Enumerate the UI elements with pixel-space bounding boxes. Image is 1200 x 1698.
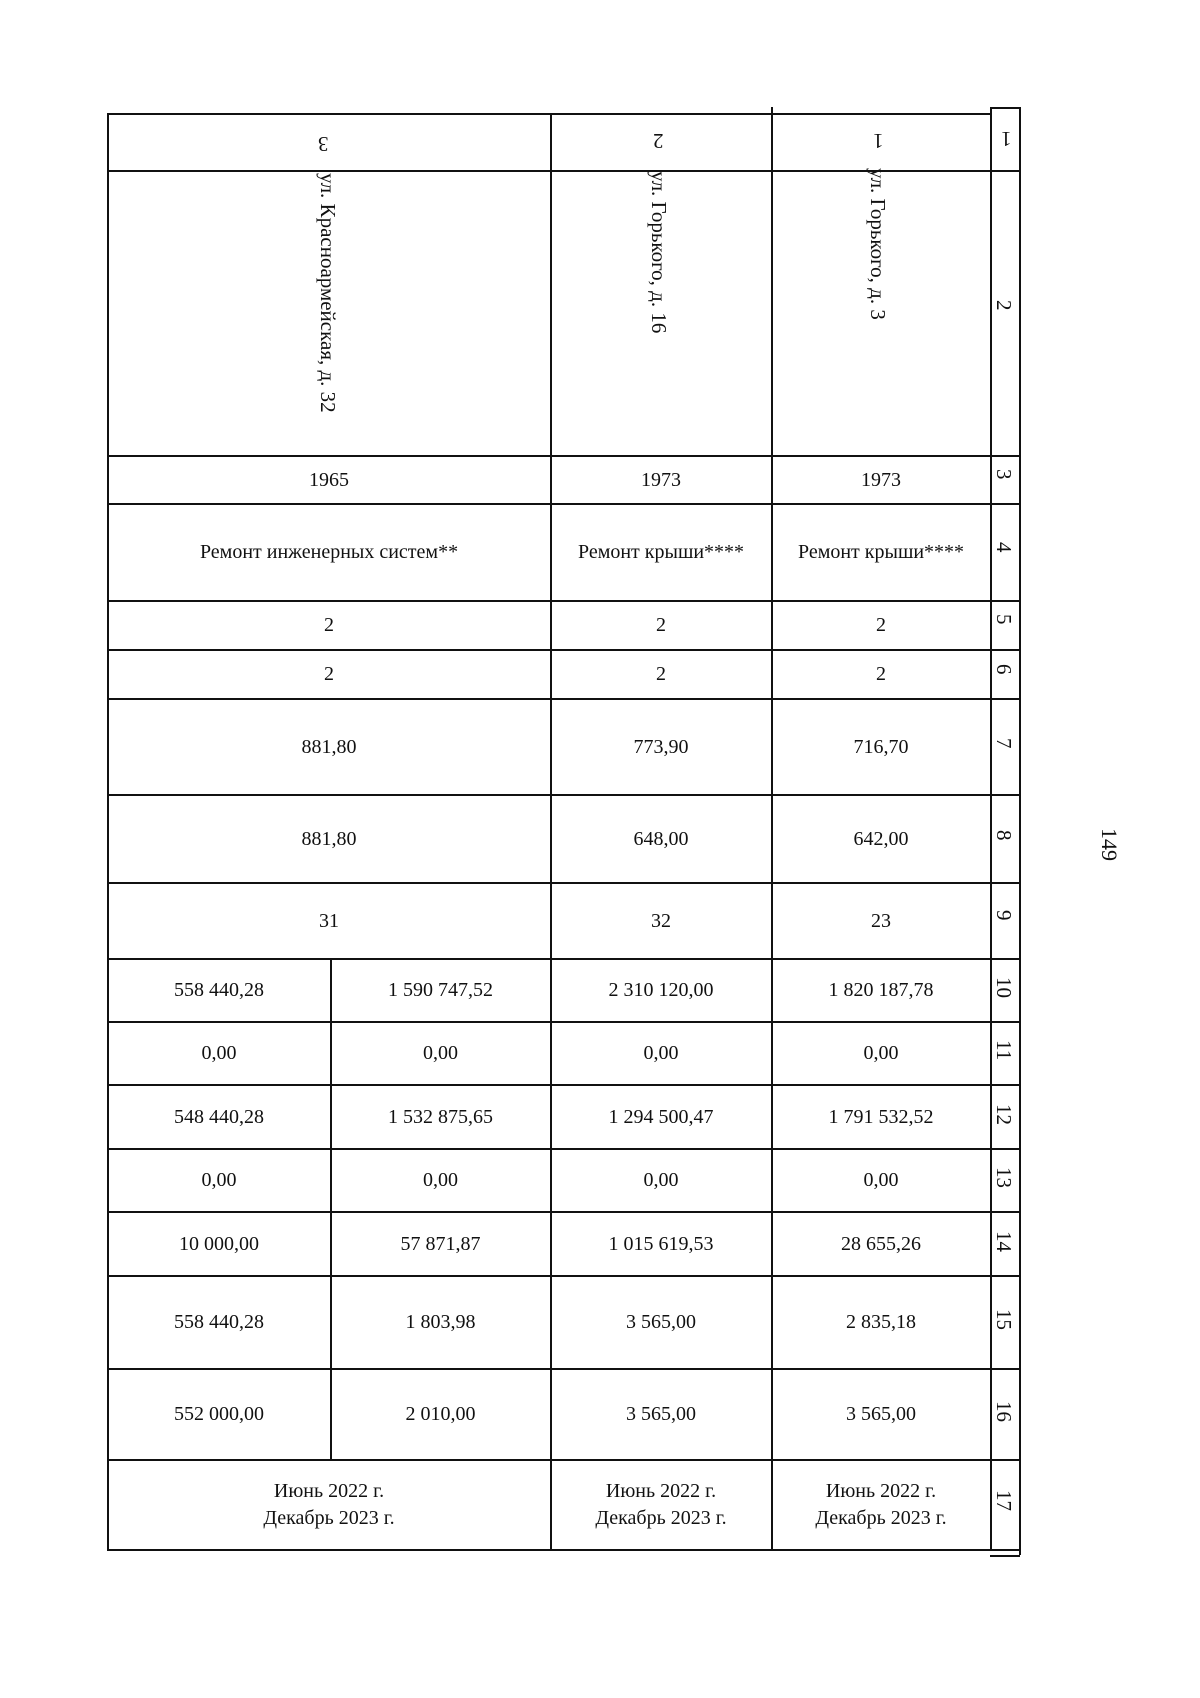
work-type-cell: Ремонт инженерных систем** <box>199 541 459 563</box>
row-number: 3 <box>992 469 1016 480</box>
row-number: 5 <box>992 614 1016 625</box>
table-cell: 0,00 <box>201 1169 237 1191</box>
grid-line <box>1019 107 1021 1555</box>
row-number: 17 <box>992 1490 1016 1511</box>
table-cell: 773,90 <box>633 735 689 758</box>
table-cell: 0,00 <box>863 1042 899 1064</box>
table-cell: 558 440,28 <box>174 1311 264 1333</box>
row-number: 11 <box>992 1040 1016 1061</box>
table-cell: 2 310 120,00 <box>608 979 714 1001</box>
table-cell: 28 655,26 <box>841 1232 921 1255</box>
table-cell: 0,00 <box>643 1042 679 1064</box>
table-cell: 558 440,28 <box>174 979 264 1001</box>
grid-line <box>107 1549 1019 1551</box>
row-number: 4 <box>992 542 1016 553</box>
year-cell: 1973 <box>861 468 901 491</box>
table-cell: 0,00 <box>863 1169 899 1191</box>
period-cell: Июнь 2022 г. Декабрь 2023 г. <box>815 1480 947 1529</box>
address-cell: ул. Горького, д. 16 <box>647 171 671 334</box>
table-cell: 716,70 <box>853 735 909 758</box>
row-number: 10 <box>992 977 1016 998</box>
page-number: 149 <box>1097 828 1122 861</box>
table-cell: 10 000,00 <box>179 1232 259 1255</box>
row-number: 14 <box>992 1231 1016 1252</box>
table-cell: 0,00 <box>423 1042 458 1064</box>
row-number: 12 <box>992 1104 1016 1125</box>
header-number: 1 <box>873 129 884 153</box>
header-number: 2 <box>653 129 664 153</box>
table-cell: 2 <box>324 663 334 685</box>
table-cell: 2 <box>876 614 886 636</box>
table-cell: 1 294 500,47 <box>608 1105 714 1128</box>
table-cell: 57 871,87 <box>400 1232 481 1255</box>
grid-line <box>990 107 1020 109</box>
address-cell: ул. Горького, д. 3 <box>866 168 890 320</box>
row-number: 9 <box>992 910 1016 921</box>
row-number: 2 <box>992 300 1016 311</box>
table-cell: 1 803,98 <box>405 1311 476 1333</box>
year-cell: 1965 <box>309 468 349 491</box>
table-cell: 32 <box>651 909 671 932</box>
table-cell: 23 <box>871 909 891 932</box>
table-cell: 881,80 <box>301 735 357 758</box>
row-number: 16 <box>992 1401 1016 1422</box>
row-number: 7 <box>992 738 1016 749</box>
work-type-cell: Ремонт крыши**** <box>577 541 745 563</box>
table-cell: 1 791 532,52 <box>828 1105 934 1128</box>
address-cell: ул. Красноармейская, д. 32 <box>316 173 340 413</box>
table-cell: 2 010,00 <box>405 1403 476 1425</box>
grid-line <box>107 113 990 115</box>
table-cell: 2 <box>324 614 334 636</box>
table-cell: 2 <box>656 663 666 685</box>
table-cell: 0,00 <box>643 1169 679 1191</box>
row-number: 6 <box>992 664 1016 675</box>
table-cell: 548 440,28 <box>174 1105 264 1128</box>
table-cell: 648,00 <box>633 827 689 850</box>
grid-line <box>990 107 992 1549</box>
table-cell: 3 565,00 <box>626 1403 696 1425</box>
table-cell: 1 532 875,65 <box>388 1105 493 1128</box>
header-number: 1 <box>1001 127 1012 151</box>
period-cell: Июнь 2022 г. Декабрь 2023 г. <box>263 1480 395 1529</box>
table-cell: 1 015 619,53 <box>608 1232 714 1255</box>
table-cell: 642,00 <box>853 827 909 850</box>
table-cell: 0,00 <box>423 1169 458 1191</box>
table-cell: 2 <box>876 663 886 685</box>
period-cell: Июнь 2022 г. Декабрь 2023 г. <box>595 1480 727 1529</box>
row-number: 8 <box>992 830 1016 841</box>
row-number: 13 <box>992 1167 1016 1188</box>
work-type-cell: Ремонт крыши**** <box>797 541 965 563</box>
row-number: 15 <box>992 1309 1016 1330</box>
table-cell: 552 000,00 <box>174 1403 264 1425</box>
year-cell: 1973 <box>641 468 681 491</box>
table-cell: 1 820 187,78 <box>828 979 934 1001</box>
table-cell: 3 565,00 <box>626 1311 696 1333</box>
header-number: 3 <box>318 132 329 156</box>
table-cell: 881,80 <box>301 827 357 850</box>
table-cell: 31 <box>319 909 339 932</box>
table-cell: 3 565,00 <box>846 1403 916 1425</box>
grid-line <box>990 1555 1020 1557</box>
table-cell: 2 <box>656 614 666 636</box>
table-cell: 1 590 747,52 <box>388 979 493 1001</box>
table-cell: 0,00 <box>201 1042 237 1064</box>
table-cell: 2 835,18 <box>846 1311 916 1333</box>
